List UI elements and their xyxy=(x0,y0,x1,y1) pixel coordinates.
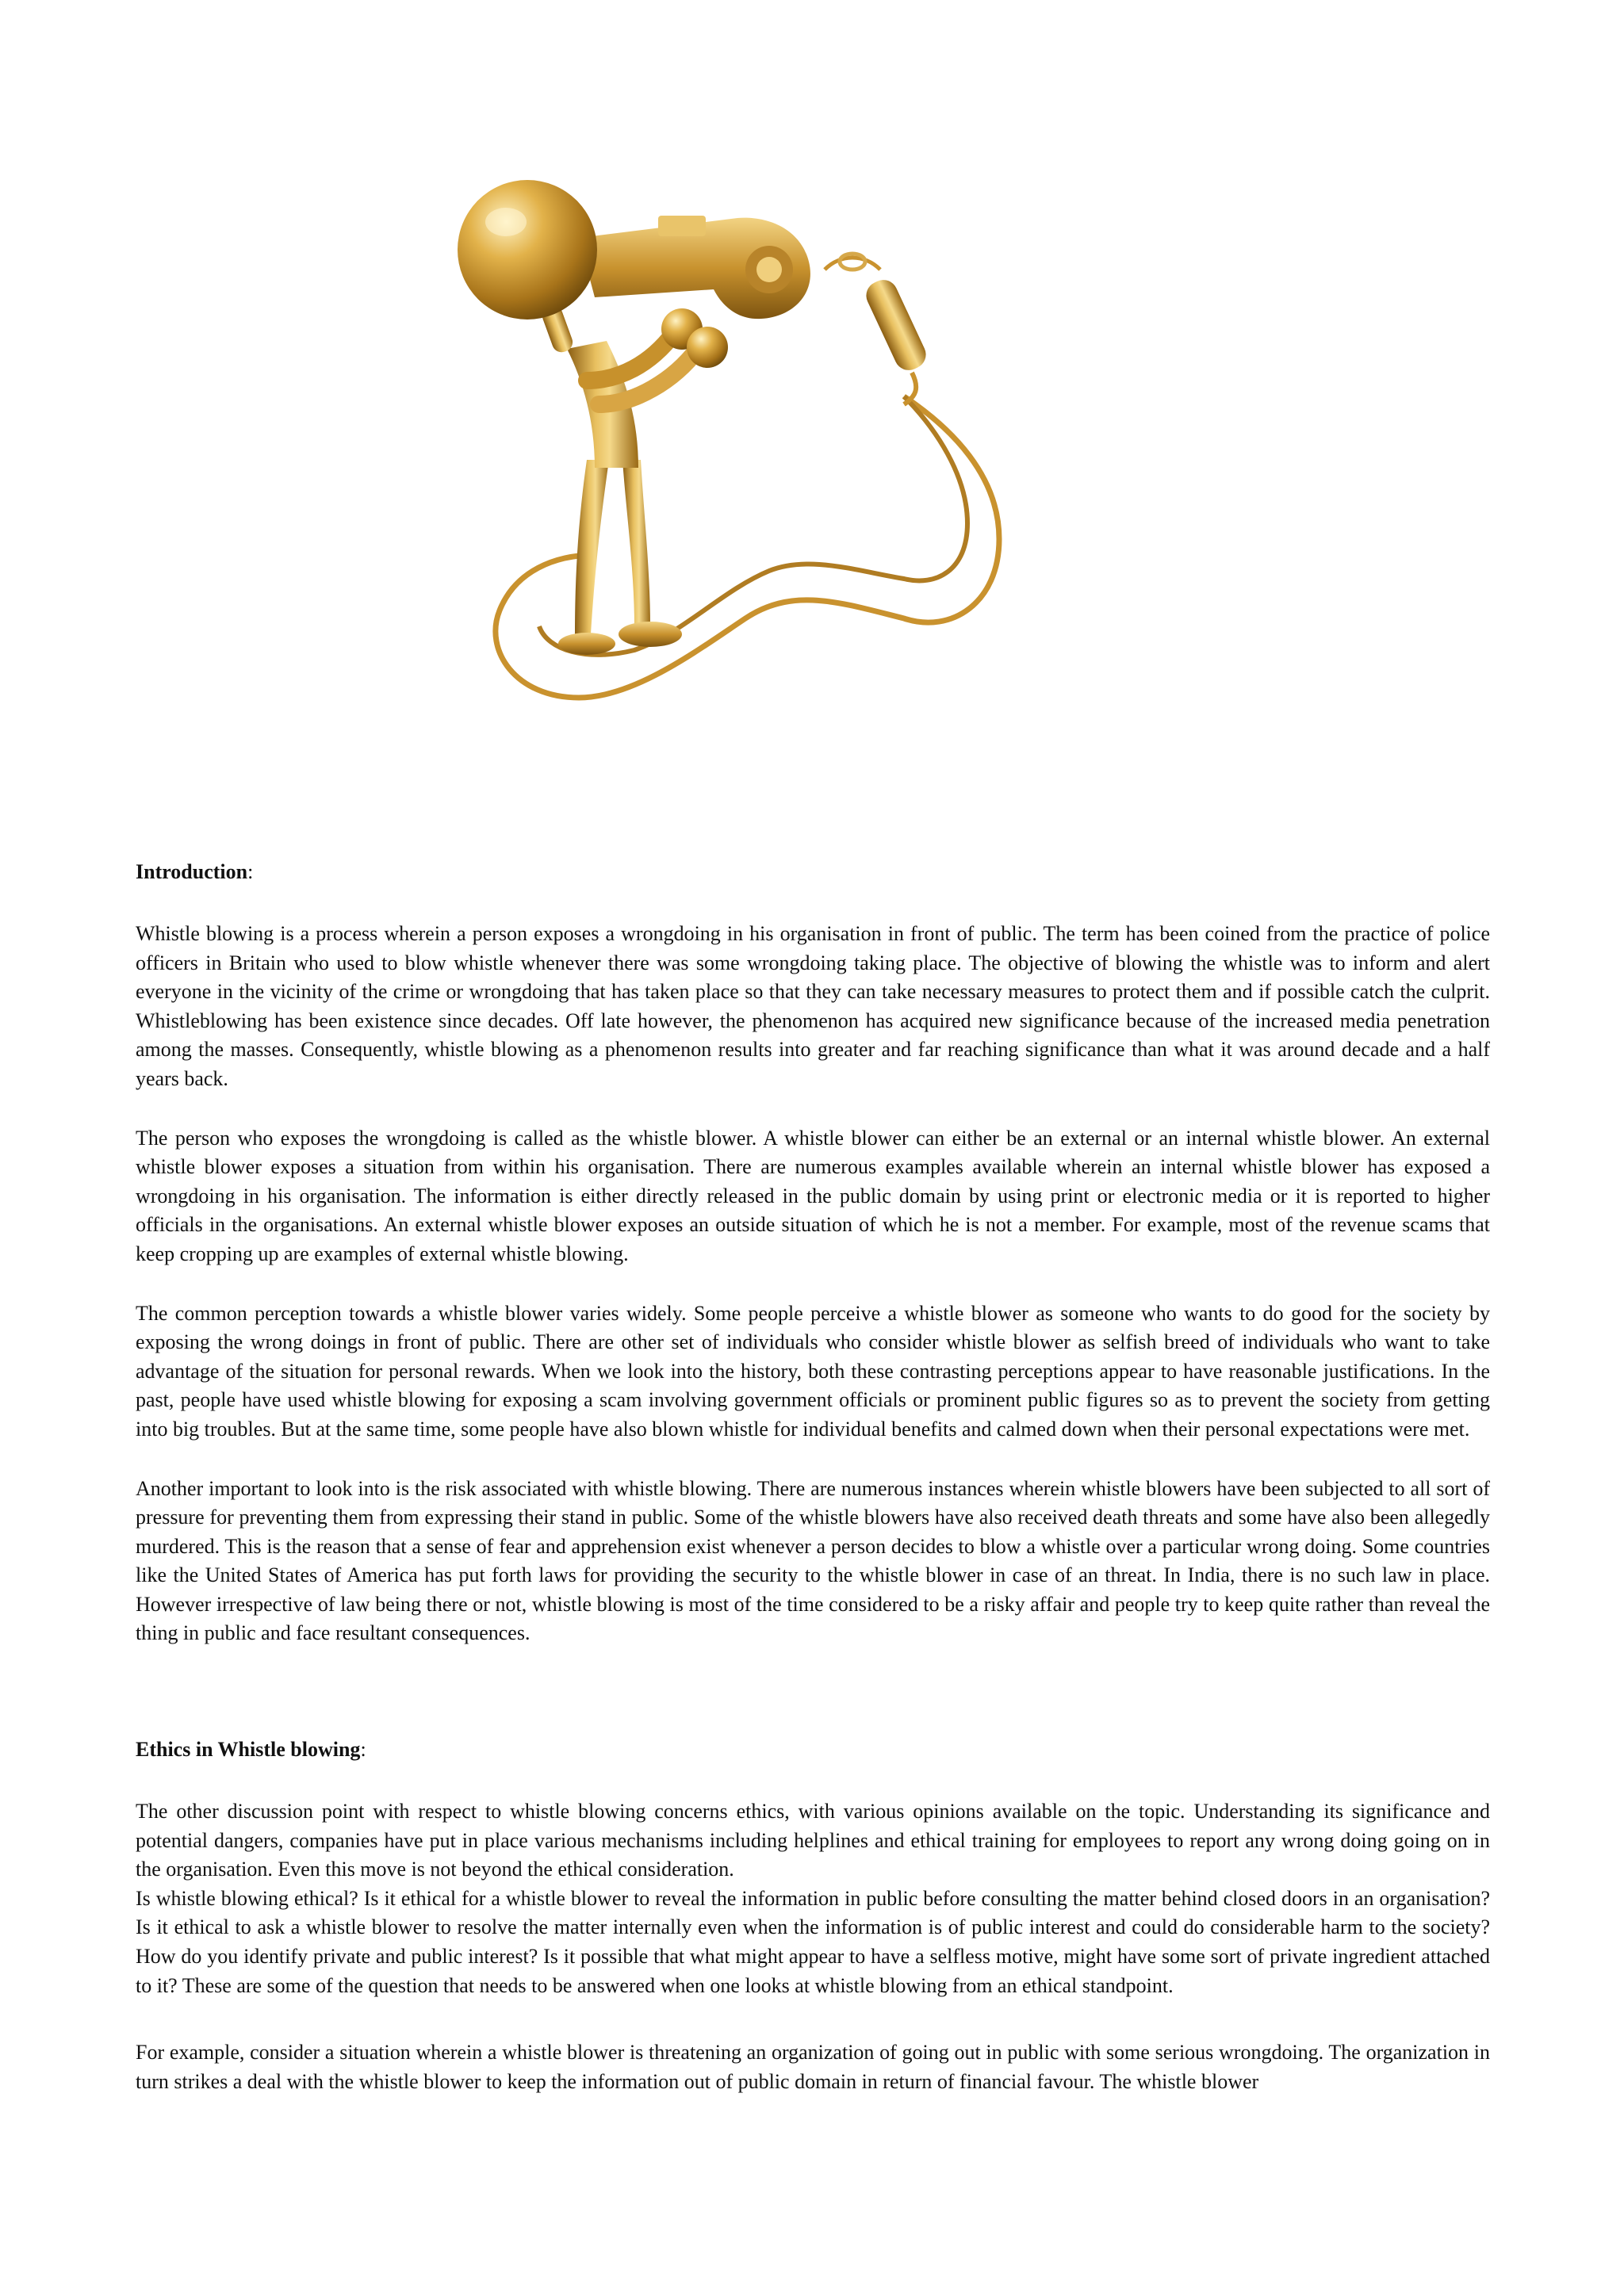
section-heading-introduction: Introduction: xyxy=(136,860,254,883)
paragraph: For example, consider a situation wherein a whistle blower is threatening an organization of going out in public with some serious wrongdoing. The organization in turn strikes a deal with the whistle blower to keep the information out of public domain in return of financial favour. The whistle blower xyxy=(136,2041,1490,2093)
paragraph: Whistle blowing is a process wherein a person exposes a wrongdoing in his organisation in front of public. The term has been coined from the practice of police officers in Britain who used to blow whistle whenever there was some wrongdoing taking place. The objective of blowing the whistle was to inform and alert everyone in the vicinity of the crime or wrongdoing that has taken place so that they can take necessary measures to protect them and if possible catch the culprit. Whistleblowing has been existence since decades. Off late however, the phenomenon has acquired new significance because of the increased media penetration among the masses. Consequently, whistle blowing as a phenomenon results into greater and far reaching significance than what it was around decade and a half years back. xyxy=(136,922,1490,1090)
paragraph: The other discussion point with respect to whistle blowing concerns ethics, with various opinions available on the topic. Understanding its significance and potential dangers, companies have put in place various mechanisms including helplines and ethical training for employees to report any wrong doing going on in the organisation. Even this move is not beyond the ethical consideration. xyxy=(136,1800,1490,1881)
whistle-figure-icon xyxy=(396,143,1078,777)
paragraph: Another important to look into is the risk associated with whistle blowing. There are numerous instances wherein whistle blowers have been subjected to all sort of pressure for preventing them from expressing their stand in public. Some of the whistle blowers have also received death threats and some have also been allegedly murdered. This is the reason that a sense of fear and apprehension exist whenever a person decides to blow a whistle over a particular wrong doing. Some countries like the United States of America has put forth laws for providing the security to the whistle blower in case of an threat. In India, there is no such law in place. However irrespective of law being there or not, whistle blowing is most of the time considered to be a risky affair and people try to keep quite rather than reveal the thing in public and face resultant consequences. xyxy=(136,1476,1490,1645)
golden-figure-whistle-illustration xyxy=(396,143,1078,777)
paragraph: Is whistle blowing ethical? Is it ethical for a whistle blower to reveal the information in public before consulting the matter behind closed doors in an organisation? Is it ethical to ask a whistle blower to resolve the matter internally even when the information is of public interest and could do considerable harm to the society? How do you identify private and public interest? Is it possible that what might appear to have a selfless motive, might have some sort of private ingredient attached to it? These are some of the question that needs to be answered when one looks at whistle blowing from an ethical standpoint. xyxy=(136,1886,1490,1997)
section-heading-ethics: Ethics in Whistle blowing: xyxy=(136,1738,366,1762)
document-body xyxy=(136,858,1490,2096)
paragraph: The common perception towards a whistle blower varies widely. Some people perceive a whistle blower as someone who wants to do good for the society by exposing the wrong doings in front of public. There are other set of individuals who consider whistle blower as selfish breed of individuals who want to take advantage of the situation for personal rewards. When we look into the history, both these contrasting perceptions appear to have reasonable justifications. In the past, people have used whistle blowing for exposing a scam involving government officials or prominent public figures so as to prevent the society from getting into big troubles. But at the same time, some people have also blown whistle for individual benefits and calmed down when their personal expectations were met. xyxy=(136,1301,1490,1441)
paragraph: The person who exposes the wrongdoing is called as the whistle blower. A whistle blower can either be an external or an internal whistle blower. An external whistle blower exposes a situation from within his organisation. There are numerous examples available wherein an internal whistle blower has exposed a wrongdoing in his organisation. The information is either directly released in the public domain by using print or electronic media or it is reported to higher officials in the organisations. An external whistle blower exposes an outside situation of which he is not a member. For example, most of the revenue scams that keep cropping up are examples of external whistle blowing. xyxy=(136,1126,1490,1265)
